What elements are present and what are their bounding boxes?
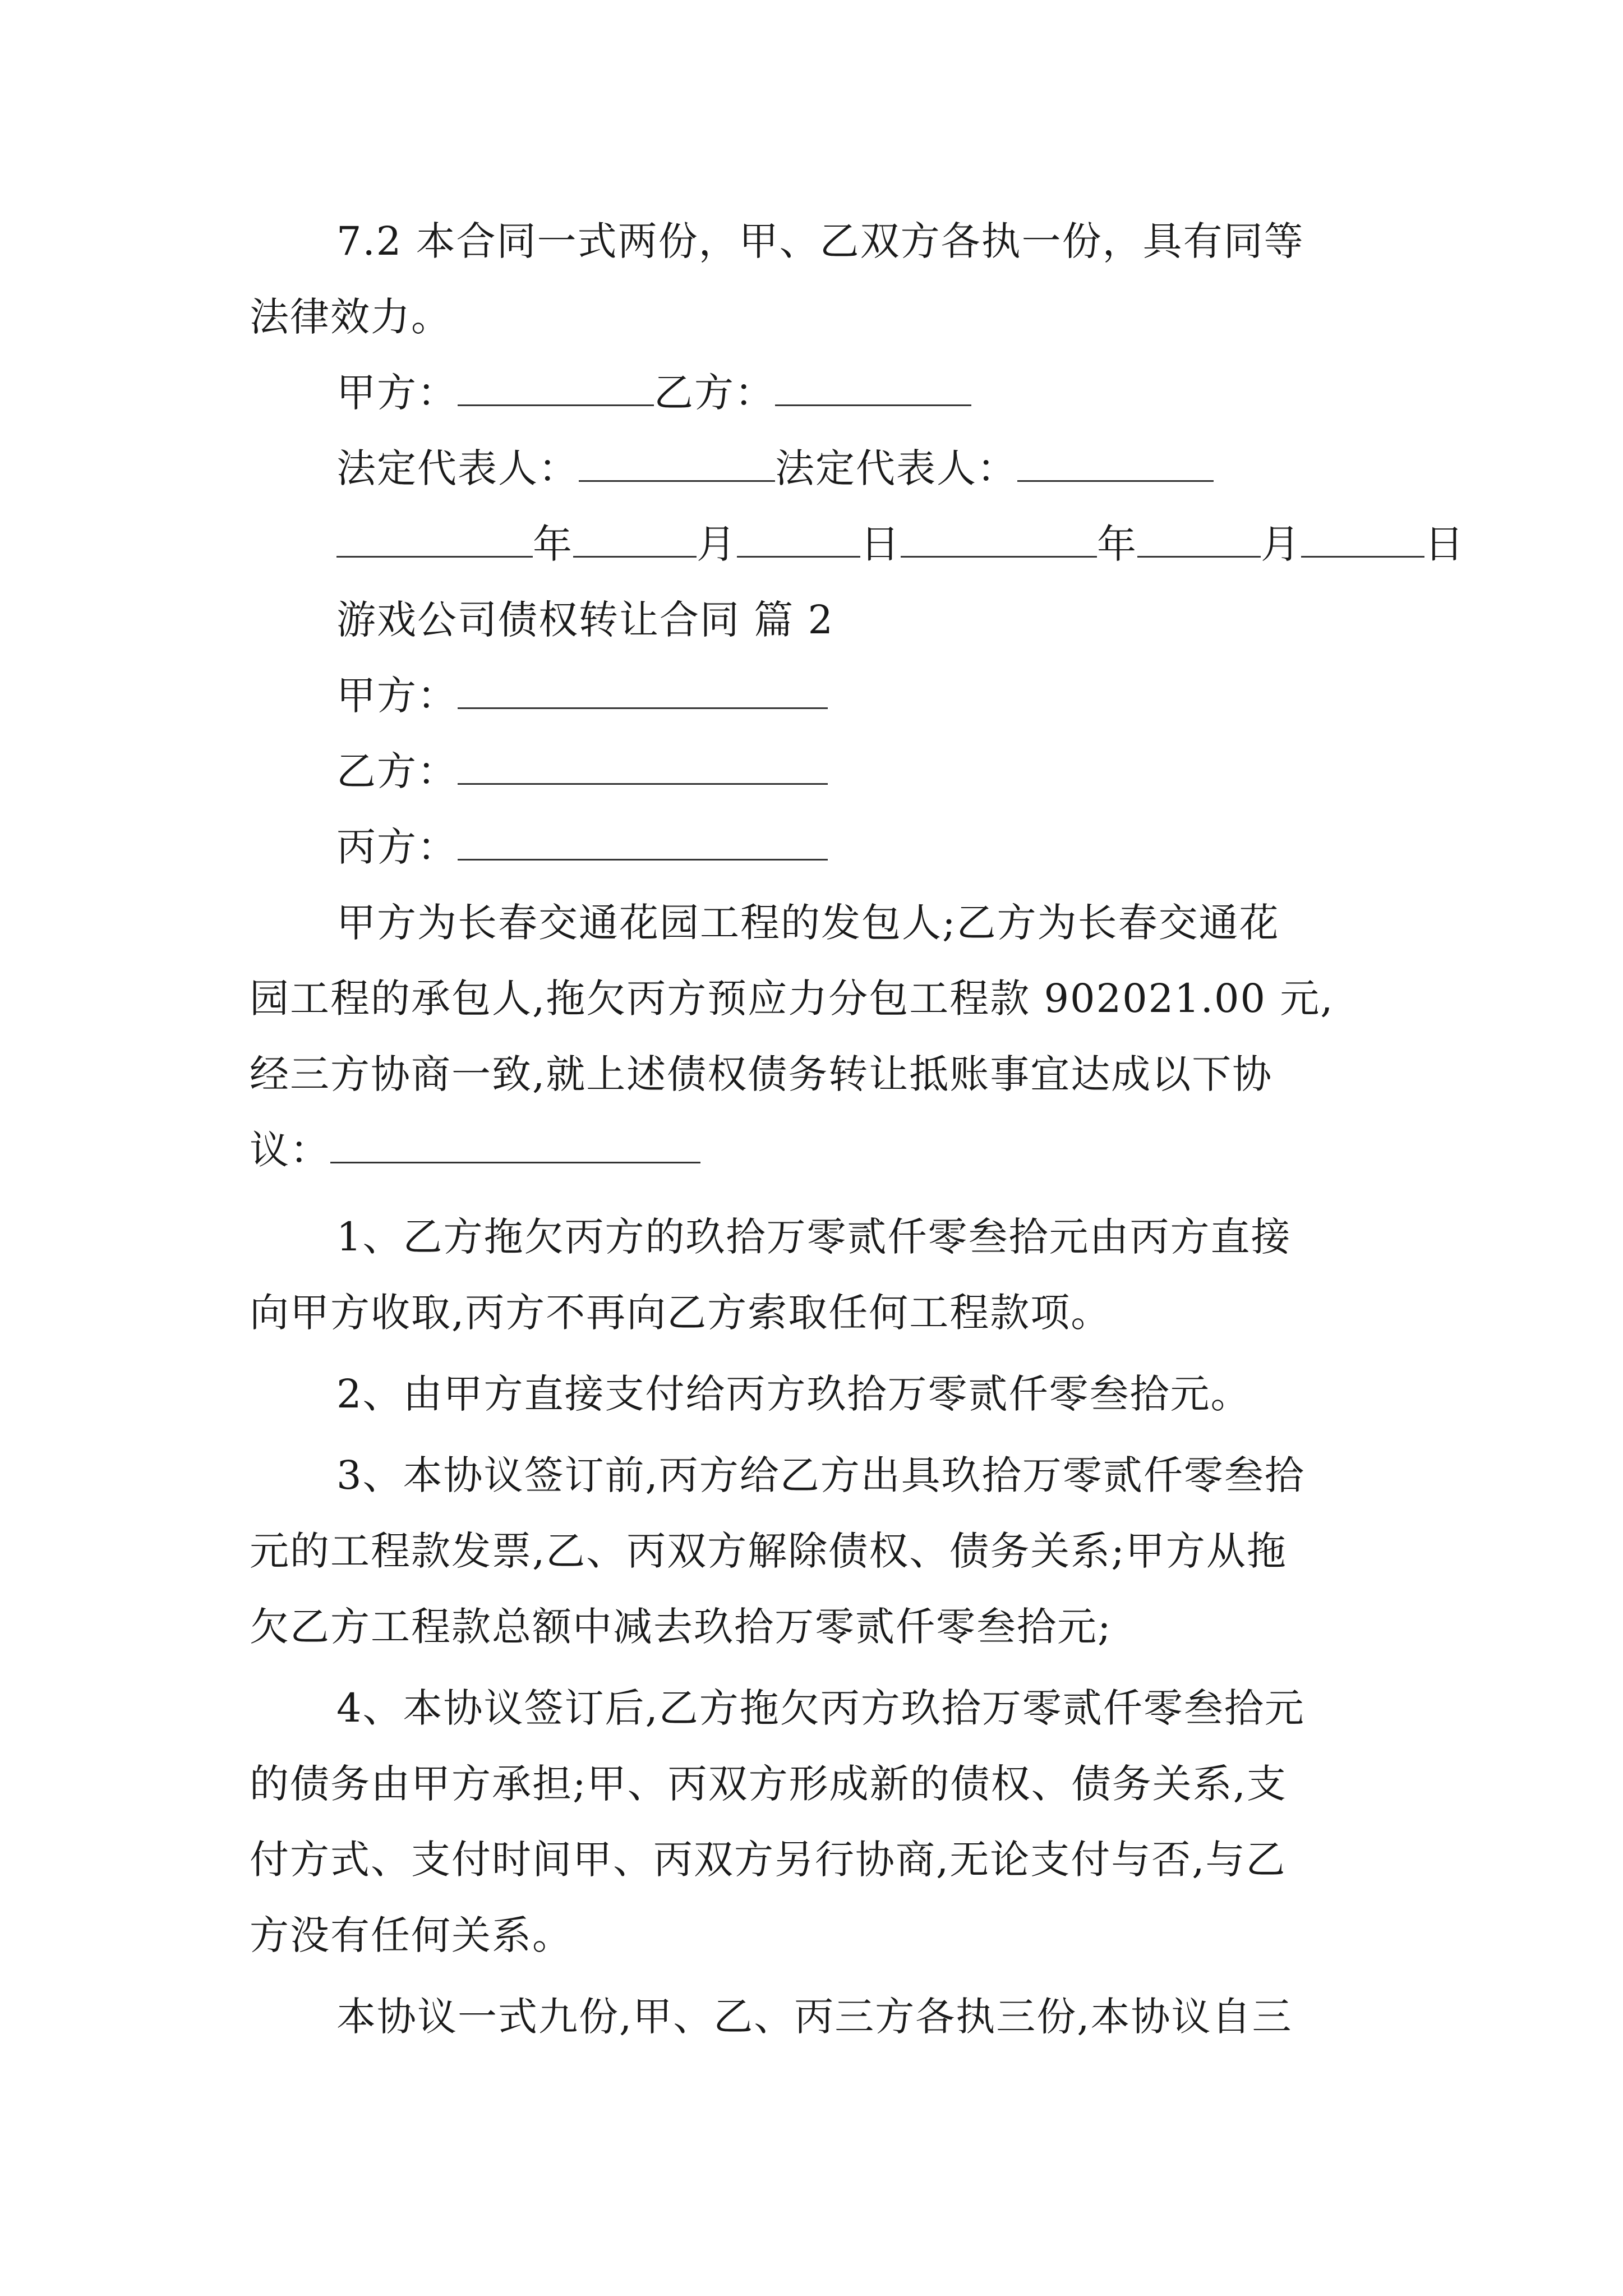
signature-party-a-blank (458, 370, 654, 406)
item-1-line-2: 向甲方收取,丙方不再向乙方索取任何工程款项。 (250, 1290, 1112, 1336)
item-2-line-1: 2、由甲方直接支付给丙方玖拾万零贰仟零叁拾元。 (336, 1371, 1251, 1417)
signature-representatives-row (336, 443, 1214, 494)
representative-b-label: 法定代表人： (775, 445, 1017, 491)
item-3-line-3: 欠乙方工程款总额中减去玖拾万零贰仟零叁拾元; (250, 1604, 1112, 1650)
date-day-label-b: 日 (1424, 521, 1465, 567)
party-c-label: 丙方： (336, 824, 458, 870)
party-b-blank (458, 748, 828, 785)
clause-7-2-line-2: 法律效力。 (250, 294, 451, 340)
party-a-blank (458, 673, 828, 709)
section-2-title: 游戏公司债权转让合同 篇 2 (336, 597, 834, 643)
intro-line-4-row (250, 1125, 700, 1175)
date-day-blank-b (1301, 521, 1424, 558)
item-3-line-2: 元的工程款发票,乙、丙双方解除债权、债务关系;甲方从拖 (250, 1528, 1287, 1574)
representative-a-label: 法定代表人： (336, 445, 579, 491)
item-4-line-1: 4、本协议签订后,乙方拖欠丙方玖拾万零贰仟零叁拾元 (336, 1685, 1305, 1731)
date-year-label-a: 年 (533, 521, 573, 567)
date-month-label-a: 月 (697, 521, 737, 567)
closing-line-1: 本协议一式九份,甲、乙、丙三方各执三份,本协议自三 (336, 1994, 1293, 2040)
signature-parties-row (336, 367, 971, 418)
representative-a-blank (579, 445, 775, 482)
date-year-blank-b (901, 521, 1097, 558)
date-day-label-a: 日 (860, 521, 901, 567)
party-b-row (336, 746, 828, 797)
date-year-label-b: 年 (1097, 521, 1137, 567)
signature-party-b-label: 乙方： (654, 370, 775, 416)
date-day-blank-a (737, 521, 860, 558)
signature-dates-row (336, 519, 1465, 569)
date-month-label-b: 月 (1261, 521, 1301, 567)
clause-7-2-line-1: 7.2 本合同一式两份，甲、乙双方各执一份，具有同等 (336, 218, 1304, 264)
party-c-blank (458, 824, 828, 861)
party-a-label: 甲方： (336, 673, 458, 719)
item-4-line-2: 的债务由甲方承担;甲、丙双方形成新的债权、债务关系,支 (250, 1761, 1287, 1807)
party-a-row (336, 670, 828, 721)
intro-line-2: 园工程的承包人,拖欠丙方预应力分包工程款 902021.00 元, (250, 976, 1334, 1022)
party-c-row (336, 822, 828, 872)
intro-line-3: 经三方协商一致,就上述债权债务转让抵账事宜达成以下协 (250, 1051, 1273, 1097)
intro-line-4: 议： (250, 1127, 330, 1173)
date-year-blank-a (336, 521, 533, 558)
item-1-line-1: 1、乙方拖欠丙方的玖拾万零贰仟零叁拾元由丙方直接 (336, 1214, 1292, 1260)
intro-line-1: 甲方为长春交通花园工程的发包人;乙方为长春交通花 (336, 900, 1280, 946)
signature-party-b-blank (775, 370, 971, 406)
date-month-blank-a (573, 521, 697, 558)
item-4-line-4: 方没有任何关系。 (250, 1912, 573, 1958)
item-3-line-1: 3、本协议签订前,丙方给乙方出具玖拾万零贰仟零叁拾 (336, 1452, 1305, 1498)
intro-blank (330, 1127, 700, 1163)
date-month-blank-b (1137, 521, 1261, 558)
representative-b-blank (1017, 445, 1214, 482)
party-b-label: 乙方： (336, 748, 458, 794)
item-4-line-3: 付方式、支付时间甲、丙双方另行协商,无论支付与否,与乙 (250, 1837, 1287, 1883)
signature-party-a-label: 甲方： (336, 370, 458, 416)
